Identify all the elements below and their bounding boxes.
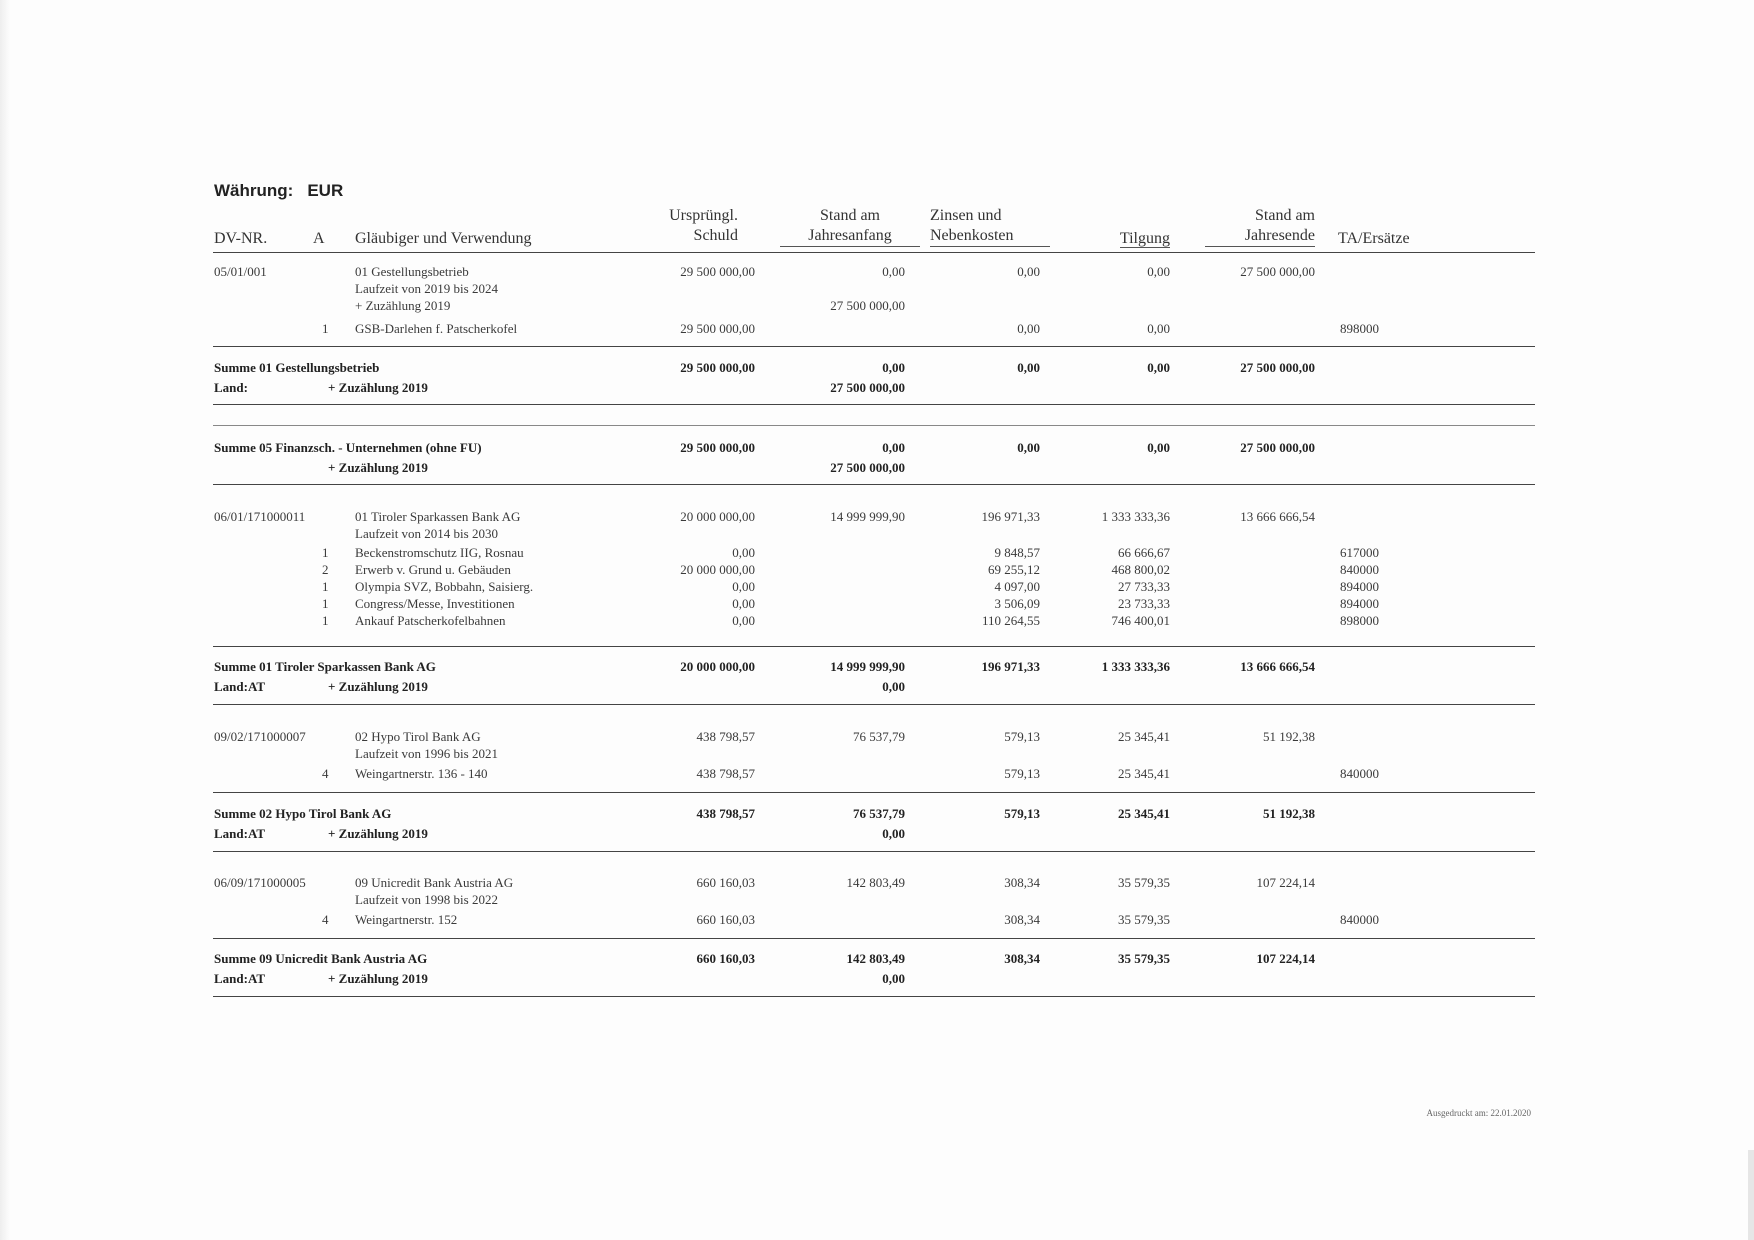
- g1-sub-a: 1: [322, 321, 329, 336]
- header-stand-anfang: [780, 206, 920, 247]
- g1-title: 01 Gestellungsbetrieb: [355, 264, 469, 279]
- s4-anfang-zuz: 0,00: [882, 971, 905, 986]
- g2-sub-zinsen: 110 264,55: [981, 613, 1040, 628]
- currency-label: [214, 181, 357, 201]
- g2-laufzeit: Laufzeit von 2014 bis 2030: [355, 526, 498, 541]
- s4-ende: 107 224,14: [1256, 951, 1315, 966]
- s2-rule: [213, 704, 1535, 705]
- s2-ende: 13 666 666,54: [1240, 659, 1315, 674]
- s1-zuz: + Zuzählung 2019: [328, 380, 428, 395]
- g2-sub-ursp: 0,00: [732, 579, 755, 594]
- g3-ende: 51 192,38: [1263, 729, 1315, 744]
- g2-sub-zinsen: 4 097,00: [994, 579, 1040, 594]
- s1-land: Land:: [214, 380, 248, 395]
- g1-sub-text: GSB-Darlehen f. Patscherkofel: [355, 321, 518, 336]
- s05-top-rule: [213, 425, 1535, 426]
- s1-tilgung: 0,00: [1147, 360, 1170, 375]
- g2-sub-tilgung: 66 666,67: [1118, 545, 1170, 560]
- g4-sub-text: Weingartnerstr. 152: [355, 912, 458, 927]
- g2-sub-tilgung: 27 733,33: [1118, 579, 1170, 594]
- g2-sub-ta: 617000: [1340, 545, 1379, 560]
- s3-ursp: 438 798,57: [696, 806, 755, 821]
- g4-ende: 107 224,14: [1256, 875, 1315, 890]
- g1-sub-ta: 898000: [1340, 321, 1379, 336]
- g2-sub-tilgung: 746 400,01: [1111, 613, 1170, 628]
- s3-anfang: 76 537,79: [853, 806, 905, 821]
- header-stand-anfang-line2: Jahresanfang: [780, 226, 920, 247]
- s05-title: Summe 05 Finanzsch. - Unternehmen (ohne FU): [214, 440, 482, 455]
- s3-anfang-zuz: 0,00: [882, 826, 905, 841]
- g4-sub-a: 4: [322, 912, 329, 927]
- s1-rule: [213, 404, 1535, 405]
- s1-anfang: 0,00: [882, 360, 905, 375]
- g1-sub-tilgung: 0,00: [1147, 321, 1170, 336]
- header-zinsen-line2: Nebenkosten: [930, 226, 1050, 247]
- s05-anfang-zuz: 27 500 000,00: [830, 460, 905, 475]
- s3-land: Land:AT: [214, 826, 266, 841]
- g2-sub-a: 1: [322, 613, 329, 628]
- s4-zinsen: 308,34: [1004, 951, 1040, 966]
- g2-dv-nr: 06/01/171000011: [214, 509, 306, 524]
- g1-zuzaehlung: + Zuzählung 2019: [355, 298, 451, 313]
- s05-tilgung: 0,00: [1147, 440, 1170, 455]
- g3-sub-text: Weingartnerstr. 136 - 140: [355, 766, 488, 781]
- g4-sub-zinsen: 308,34: [1004, 912, 1040, 927]
- s3-title: Summe 02 Hypo Tirol Bank AG: [214, 806, 392, 821]
- currency-value: EUR: [307, 181, 344, 200]
- s3-zinsen: 579,13: [1004, 806, 1040, 821]
- g2-anfang: 14 999 999,90: [830, 509, 905, 524]
- g2-sub-a: 1: [322, 545, 329, 560]
- s4-zuz: + Zuzählung 2019: [328, 971, 428, 986]
- g3-sub-ursp: 438 798,57: [696, 766, 755, 781]
- g1-ende: 27 500 000,00: [1240, 264, 1315, 279]
- g1-ursp: 29 500 000,00: [680, 264, 755, 279]
- g2-sub-ursp: 0,00: [732, 613, 755, 628]
- g2-sub-zinsen: 3 506,09: [994, 596, 1040, 611]
- g1-sub-ursp: 29 500 000,00: [680, 321, 755, 336]
- header-stand-ende-line1: Stand am: [1255, 207, 1315, 224]
- g3-zinsen: 579,13: [1004, 729, 1040, 744]
- g3-title: 02 Hypo Tirol Bank AG: [355, 729, 481, 744]
- g3-sub-ta: 840000: [1340, 766, 1379, 781]
- g2-sub-ursp: 0,00: [732, 545, 755, 560]
- header-urspruengl-line2: Schuld: [693, 227, 738, 244]
- g2-tilgung: 1 333 333,36: [1101, 509, 1170, 524]
- g3-sub-tilgung: 25 345,41: [1118, 766, 1170, 781]
- s2-title: Summe 01 Tiroler Sparkassen Bank AG: [214, 659, 436, 674]
- g2-sub-tilgung: 23 733,33: [1118, 596, 1170, 611]
- g1-sub-zinsen: 0,00: [1017, 321, 1040, 336]
- s2-zinsen: 196 971,33: [981, 659, 1040, 674]
- g3-rule: [213, 792, 1535, 793]
- s4-tilgung: 35 579,35: [1118, 951, 1170, 966]
- g1-anfang: 0,00: [882, 264, 905, 279]
- s2-anfang-zuz: 0,00: [882, 679, 905, 694]
- s05-ende: 27 500 000,00: [1240, 440, 1315, 455]
- g2-rule: [213, 646, 1535, 647]
- header-tilgung: [1090, 229, 1170, 249]
- s3-tilgung: 25 345,41: [1118, 806, 1170, 821]
- s1-ende: 27 500 000,00: [1240, 360, 1315, 375]
- s05-zinsen: 0,00: [1017, 440, 1040, 455]
- header-glaeubiger: Gläubiger und Verwendung: [355, 230, 532, 247]
- g2-sub-ursp: 20 000 000,00: [680, 562, 755, 577]
- g2-sub-a: 1: [322, 579, 329, 594]
- g2-sub-a: 2: [322, 562, 329, 577]
- g2-title: 01 Tiroler Sparkassen Bank AG: [355, 509, 521, 524]
- s2-anfang: 14 999 999,90: [830, 659, 905, 674]
- g1-zinsen: 0,00: [1017, 264, 1040, 279]
- g2-sub-text: Congress/Messe, Investitionen: [355, 596, 515, 611]
- g3-sub-zinsen: 579,13: [1004, 766, 1040, 781]
- header-rule: [213, 252, 1535, 253]
- g4-sub-ursp: 660 160,03: [696, 912, 755, 927]
- g1-tilgung: 0,00: [1147, 264, 1170, 279]
- s3-ende: 51 192,38: [1263, 806, 1315, 821]
- g2-sub-ta: 840000: [1340, 562, 1379, 577]
- g4-ursp: 660 160,03: [696, 875, 755, 890]
- s1-title: Summe 01 Gestellungsbetrieb: [214, 360, 380, 375]
- g4-rule: [213, 938, 1535, 939]
- s2-ursp: 20 000 000,00: [680, 659, 755, 674]
- header-zinsen: [930, 206, 1050, 247]
- g2-ende: 13 666 666,54: [1240, 509, 1315, 524]
- g4-laufzeit: Laufzeit von 1998 bis 2022: [355, 892, 498, 907]
- print-date-footer: Ausgedruckt am: 22.01.2020: [1426, 1108, 1531, 1118]
- s05-zuz: + Zuzählung 2019: [328, 460, 428, 475]
- g2-sub-text: Beckenstromschutz IIG, Rosnau: [355, 545, 524, 560]
- g2-sub-ta: 894000: [1340, 596, 1379, 611]
- g3-tilgung: 25 345,41: [1118, 729, 1170, 744]
- s05-ursp: 29 500 000,00: [680, 440, 755, 455]
- header-ta: TA/Ersätze: [1338, 230, 1410, 247]
- s4-land: Land:AT: [214, 971, 266, 986]
- g2-sub-tilgung: 468 800,02: [1111, 562, 1170, 577]
- g2-sub-ursp: 0,00: [732, 596, 755, 611]
- g2-sub-zinsen: 69 255,12: [988, 562, 1040, 577]
- s2-tilgung: 1 333 333,36: [1101, 659, 1170, 674]
- currency-key: Währung:: [214, 181, 294, 200]
- header-tilgung-text: Tilgung: [1119, 230, 1170, 247]
- g3-sub-a: 4: [322, 766, 329, 781]
- g2-sub-ta: 898000: [1340, 613, 1379, 628]
- s3-zuz: + Zuzählung 2019: [328, 826, 428, 841]
- g1-anfang-zuz: 27 500 000,00: [830, 298, 905, 313]
- g4-zinsen: 308,34: [1004, 875, 1040, 890]
- g4-sub-tilgung: 35 579,35: [1118, 912, 1170, 927]
- g2-sub-text: Erwerb v. Grund u. Gebäuden: [355, 562, 511, 577]
- g1-dv-nr: 05/01/001: [214, 264, 267, 279]
- g4-tilgung: 35 579,35: [1118, 875, 1170, 890]
- g1-rule: [213, 346, 1535, 347]
- s05-rule: [213, 484, 1535, 485]
- s3-rule: [213, 851, 1535, 852]
- header-zinsen-line1: Zinsen und: [930, 207, 1002, 224]
- g4-title: 09 Unicredit Bank Austria AG: [355, 875, 514, 890]
- g4-dv-nr: 06/09/171000005: [214, 875, 306, 890]
- header-urspruengl-line1: Ursprüngl.: [669, 207, 738, 224]
- header-a: A: [313, 230, 325, 247]
- s2-zuz: + Zuzählung 2019: [328, 679, 428, 694]
- s4-anfang: 142 803,49: [846, 951, 905, 966]
- s4-rule: [213, 996, 1535, 997]
- s4-ursp: 660 160,03: [696, 951, 755, 966]
- s1-anfang-zuz: 27 500 000,00: [830, 380, 905, 395]
- header-urspruengl: [620, 206, 738, 246]
- s1-ursp: 29 500 000,00: [680, 360, 755, 375]
- g3-ursp: 438 798,57: [696, 729, 755, 744]
- g3-laufzeit: Laufzeit von 1996 bis 2021: [355, 746, 498, 761]
- g2-sub-text: Ankauf Patscherkofelbahnen: [355, 613, 506, 628]
- header-stand-ende: [1205, 206, 1315, 247]
- s1-zinsen: 0,00: [1017, 360, 1040, 375]
- s05-anfang: 0,00: [882, 440, 905, 455]
- s4-title: Summe 09 Unicredit Bank Austria AG: [214, 951, 428, 966]
- scan-edge-mark: [1748, 1150, 1754, 1240]
- g2-sub-ta: 894000: [1340, 579, 1379, 594]
- g1-laufzeit: Laufzeit von 2019 bis 2024: [355, 281, 498, 296]
- g4-anfang: 142 803,49: [846, 875, 905, 890]
- g2-ursp: 20 000 000,00: [680, 509, 755, 524]
- g3-anfang: 76 537,79: [853, 729, 905, 744]
- g3-dv-nr: 09/02/171000007: [214, 729, 306, 744]
- header-stand-ende-line2: Jahresende: [1205, 226, 1315, 247]
- g2-zinsen: 196 971,33: [981, 509, 1040, 524]
- scan-edge-shadow: [0, 0, 10, 1240]
- g2-sub-a: 1: [322, 596, 329, 611]
- header-dv-nr: DV-NR.: [214, 230, 268, 247]
- header-stand-anfang-line1: Stand am: [820, 207, 880, 224]
- g2-sub-zinsen: 9 848,57: [994, 545, 1040, 560]
- s2-land: Land:AT: [214, 679, 266, 694]
- g2-sub-text: Olympia SVZ, Bobbahn, Saisierg.: [355, 579, 534, 594]
- g4-sub-ta: 840000: [1340, 912, 1379, 927]
